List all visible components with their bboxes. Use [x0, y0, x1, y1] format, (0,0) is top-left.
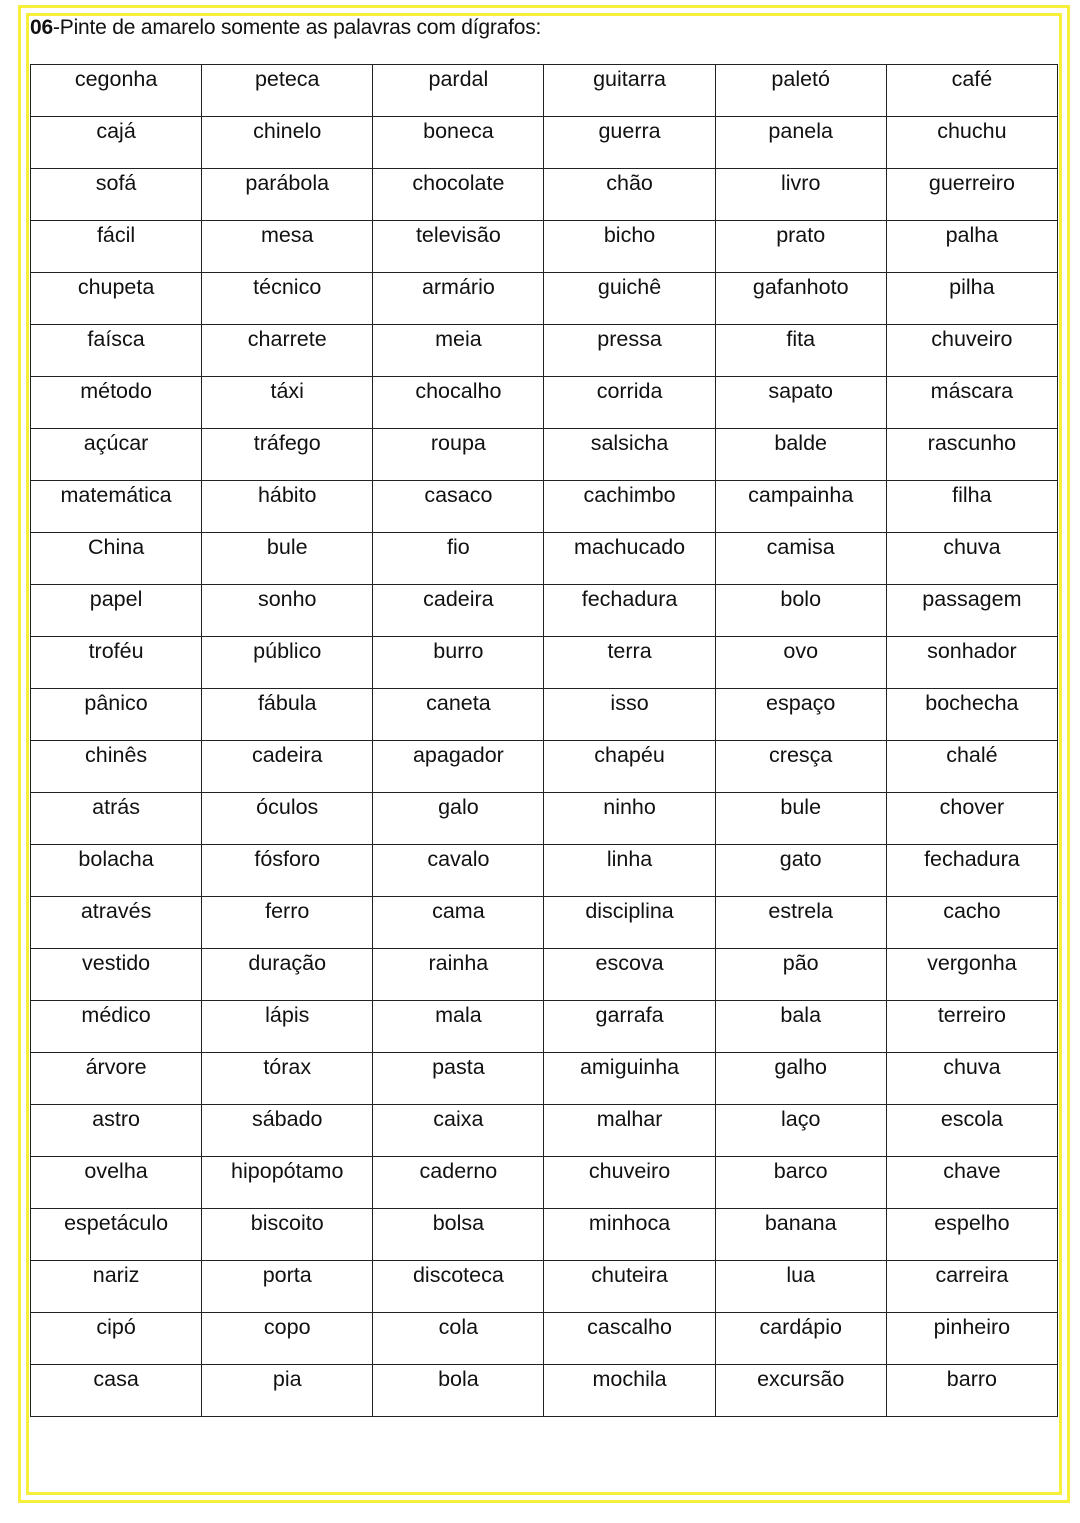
- word-cell[interactable]: malhar: [544, 1105, 715, 1157]
- word-cell[interactable]: salsicha: [544, 429, 715, 481]
- word-cell[interactable]: charrete: [202, 325, 373, 377]
- table-row: [31, 533, 1058, 585]
- word-cell[interactable]: passagem: [886, 585, 1057, 637]
- table-row: [31, 377, 1058, 429]
- table-row: [31, 897, 1058, 949]
- word-cell[interactable]: sonhador: [886, 637, 1057, 689]
- word-cell[interactable]: biscoito: [202, 1209, 373, 1261]
- word-cell[interactable]: paletó: [715, 65, 886, 117]
- word-cell[interactable]: pia: [202, 1365, 373, 1417]
- word-cell[interactable]: fio: [373, 533, 544, 585]
- word-cell[interactable]: cegonha: [31, 65, 202, 117]
- word-cell[interactable]: boneca: [373, 117, 544, 169]
- word-cell[interactable]: lápis: [202, 1001, 373, 1053]
- word-cell[interactable]: máscara: [886, 377, 1057, 429]
- word-cell[interactable]: pânico: [31, 689, 202, 741]
- word-cell[interactable]: bule: [202, 533, 373, 585]
- table-row: [31, 585, 1058, 637]
- word-cell[interactable]: árvore: [31, 1053, 202, 1105]
- word-cell[interactable]: café: [886, 65, 1057, 117]
- word-cell[interactable]: bolsa: [373, 1209, 544, 1261]
- word-cell[interactable]: casa: [31, 1365, 202, 1417]
- word-cell[interactable]: pinheiro: [886, 1313, 1057, 1365]
- word-cell[interactable]: táxi: [202, 377, 373, 429]
- word-cell[interactable]: caixa: [373, 1105, 544, 1157]
- word-cell[interactable]: gafanhoto: [715, 273, 886, 325]
- table-row: [31, 65, 1058, 117]
- word-cell[interactable]: fechadura: [886, 845, 1057, 897]
- word-cell[interactable]: copo: [202, 1313, 373, 1365]
- table-row: [31, 1261, 1058, 1313]
- word-cell[interactable]: duração: [202, 949, 373, 1001]
- word-cell[interactable]: público: [202, 637, 373, 689]
- word-cell[interactable]: bola: [373, 1365, 544, 1417]
- word-cell[interactable]: guitarra: [544, 65, 715, 117]
- word-cell[interactable]: chuteira: [544, 1261, 715, 1313]
- word-cell[interactable]: cachimbo: [544, 481, 715, 533]
- word-cell[interactable]: guichê: [544, 273, 715, 325]
- word-cell[interactable]: escola: [886, 1105, 1057, 1157]
- word-cell[interactable]: chinelo: [202, 117, 373, 169]
- word-cell[interactable]: porta: [202, 1261, 373, 1313]
- word-cell[interactable]: bicho: [544, 221, 715, 273]
- table-row: [31, 1313, 1058, 1365]
- word-cell[interactable]: espetáculo: [31, 1209, 202, 1261]
- word-cell[interactable]: cascalho: [544, 1313, 715, 1365]
- word-cell[interactable]: pilha: [886, 273, 1057, 325]
- word-cell[interactable]: chuveiro: [544, 1157, 715, 1209]
- word-cell[interactable]: cola: [373, 1313, 544, 1365]
- word-cell[interactable]: espaço: [715, 689, 886, 741]
- word-cell[interactable]: tráfego: [202, 429, 373, 481]
- word-cell[interactable]: disciplina: [544, 897, 715, 949]
- word-cell[interactable]: cavalo: [373, 845, 544, 897]
- word-cell[interactable]: caderno: [373, 1157, 544, 1209]
- word-cell[interactable]: pressa: [544, 325, 715, 377]
- word-cell[interactable]: guerra: [544, 117, 715, 169]
- word-cell[interactable]: bochecha: [886, 689, 1057, 741]
- word-cell[interactable]: atrás: [31, 793, 202, 845]
- word-cell[interactable]: livro: [715, 169, 886, 221]
- word-cell[interactable]: discoteca: [373, 1261, 544, 1313]
- word-cell[interactable]: pão: [715, 949, 886, 1001]
- word-cell[interactable]: bule: [715, 793, 886, 845]
- word-cell[interactable]: televisão: [373, 221, 544, 273]
- word-cell[interactable]: panela: [715, 117, 886, 169]
- table-row: [31, 1053, 1058, 1105]
- word-cell[interactable]: China: [31, 533, 202, 585]
- table-row: [31, 949, 1058, 1001]
- word-cell[interactable]: amiguinha: [544, 1053, 715, 1105]
- word-cell[interactable]: nariz: [31, 1261, 202, 1313]
- word-cell[interactable]: troféu: [31, 637, 202, 689]
- word-cell[interactable]: mala: [373, 1001, 544, 1053]
- word-cell[interactable]: chão: [544, 169, 715, 221]
- table-row: [31, 325, 1058, 377]
- word-cell[interactable]: chinês: [31, 741, 202, 793]
- word-cell[interactable]: garrafa: [544, 1001, 715, 1053]
- table-row: [31, 221, 1058, 273]
- word-cell[interactable]: apagador: [373, 741, 544, 793]
- word-cell[interactable]: faísca: [31, 325, 202, 377]
- table-row: [31, 793, 1058, 845]
- word-cell[interactable]: barro: [886, 1365, 1057, 1417]
- word-cell[interactable]: burro: [373, 637, 544, 689]
- word-cell[interactable]: isso: [544, 689, 715, 741]
- word-cell[interactable]: filha: [886, 481, 1057, 533]
- table-row: [31, 1209, 1058, 1261]
- word-cell[interactable]: chupeta: [31, 273, 202, 325]
- word-cell[interactable]: óculos: [202, 793, 373, 845]
- word-cell[interactable]: sapato: [715, 377, 886, 429]
- word-cell[interactable]: roupa: [373, 429, 544, 481]
- word-cell[interactable]: espelho: [886, 1209, 1057, 1261]
- word-cell[interactable]: cajá: [31, 117, 202, 169]
- word-cell[interactable]: caneta: [373, 689, 544, 741]
- word-cell[interactable]: galho: [715, 1053, 886, 1105]
- instruction-text: -Pinte de amarelo somente as palavras com dígrafos:: [52, 16, 542, 39]
- word-cell[interactable]: cadeira: [373, 585, 544, 637]
- word-cell[interactable]: galo: [373, 793, 544, 845]
- word-cell[interactable]: lua: [715, 1261, 886, 1313]
- word-cell[interactable]: rascunho: [886, 429, 1057, 481]
- table-row: [31, 845, 1058, 897]
- word-cell[interactable]: terra: [544, 637, 715, 689]
- word-cell[interactable]: pardal: [373, 65, 544, 117]
- word-cell[interactable]: chocolate: [373, 169, 544, 221]
- word-cell[interactable]: cipó: [31, 1313, 202, 1365]
- word-cell[interactable]: através: [31, 897, 202, 949]
- word-cell[interactable]: barco: [715, 1157, 886, 1209]
- word-cell[interactable]: cardápio: [715, 1313, 886, 1365]
- word-cell[interactable]: corrida: [544, 377, 715, 429]
- word-cell[interactable]: estrela: [715, 897, 886, 949]
- word-cell[interactable]: chocalho: [373, 377, 544, 429]
- word-cell[interactable]: hábito: [202, 481, 373, 533]
- word-cell[interactable]: casaco: [373, 481, 544, 533]
- table-row: [31, 273, 1058, 325]
- word-cell[interactable]: ferro: [202, 897, 373, 949]
- word-cell[interactable]: cresça: [715, 741, 886, 793]
- word-cell[interactable]: laço: [715, 1105, 886, 1157]
- word-cell[interactable]: armário: [373, 273, 544, 325]
- word-cell[interactable]: vestido: [31, 949, 202, 1001]
- word-cell[interactable]: chave: [886, 1157, 1057, 1209]
- word-cell[interactable]: chalé: [886, 741, 1057, 793]
- word-cell[interactable]: vergonha: [886, 949, 1057, 1001]
- word-cell[interactable]: gato: [715, 845, 886, 897]
- word-cell[interactable]: ovelha: [31, 1157, 202, 1209]
- word-cell[interactable]: técnico: [202, 273, 373, 325]
- word-cell[interactable]: chover: [886, 793, 1057, 845]
- word-cell[interactable]: astro: [31, 1105, 202, 1157]
- word-cell[interactable]: minhoca: [544, 1209, 715, 1261]
- word-cell[interactable]: banana: [715, 1209, 886, 1261]
- word-cell[interactable]: fósforo: [202, 845, 373, 897]
- word-cell[interactable]: sábado: [202, 1105, 373, 1157]
- word-cell[interactable]: linha: [544, 845, 715, 897]
- word-cell[interactable]: balde: [715, 429, 886, 481]
- word-cell[interactable]: chapéu: [544, 741, 715, 793]
- word-cell[interactable]: terreiro: [886, 1001, 1057, 1053]
- table-row: [31, 1001, 1058, 1053]
- table-row: [31, 689, 1058, 741]
- word-cell[interactable]: bala: [715, 1001, 886, 1053]
- word-cell[interactable]: tórax: [202, 1053, 373, 1105]
- word-cell[interactable]: fita: [715, 325, 886, 377]
- word-cell[interactable]: carreira: [886, 1261, 1057, 1313]
- word-cell[interactable]: matemática: [31, 481, 202, 533]
- table-row: [31, 481, 1058, 533]
- table-row: [31, 1157, 1058, 1209]
- word-cell[interactable]: hipopótamo: [202, 1157, 373, 1209]
- word-cell[interactable]: prato: [715, 221, 886, 273]
- word-cell[interactable]: rainha: [373, 949, 544, 1001]
- word-cell[interactable]: sofá: [31, 169, 202, 221]
- word-cell[interactable]: ninho: [544, 793, 715, 845]
- word-cell[interactable]: açúcar: [31, 429, 202, 481]
- word-cell[interactable]: mochila: [544, 1365, 715, 1417]
- table-row: [31, 637, 1058, 689]
- word-cell[interactable]: fábula: [202, 689, 373, 741]
- word-cell[interactable]: cama: [373, 897, 544, 949]
- word-cell[interactable]: meia: [373, 325, 544, 377]
- word-cell[interactable]: campainha: [715, 481, 886, 533]
- word-cell[interactable]: médico: [31, 1001, 202, 1053]
- word-cell[interactable]: método: [31, 377, 202, 429]
- word-cell[interactable]: cacho: [886, 897, 1057, 949]
- word-cell[interactable]: mesa: [202, 221, 373, 273]
- table-row: [31, 429, 1058, 481]
- word-cell[interactable]: palha: [886, 221, 1057, 273]
- word-cell[interactable]: chuchu: [886, 117, 1057, 169]
- word-cell[interactable]: sonho: [202, 585, 373, 637]
- word-table: [30, 64, 1058, 1417]
- word-cell[interactable]: escova: [544, 949, 715, 1001]
- word-cell[interactable]: bolacha: [31, 845, 202, 897]
- word-cell[interactable]: guerreiro: [886, 169, 1057, 221]
- word-cell[interactable]: cadeira: [202, 741, 373, 793]
- word-cell[interactable]: parábola: [202, 169, 373, 221]
- word-cell[interactable]: fácil: [31, 221, 202, 273]
- table-row: [31, 117, 1058, 169]
- word-cell[interactable]: excursão: [715, 1365, 886, 1417]
- table-row: [31, 1105, 1058, 1157]
- word-cell[interactable]: peteca: [202, 65, 373, 117]
- word-cell[interactable]: chuva: [886, 533, 1057, 585]
- word-cell[interactable]: bolo: [715, 585, 886, 637]
- word-cell[interactable]: papel: [31, 585, 202, 637]
- table-row: [31, 741, 1058, 793]
- table-row: [31, 169, 1058, 221]
- word-cell[interactable]: fechadura: [544, 585, 715, 637]
- word-cell[interactable]: ovo: [715, 637, 886, 689]
- word-cell[interactable]: chuva: [886, 1053, 1057, 1105]
- exercise-instruction: [30, 16, 541, 40]
- word-cell[interactable]: camisa: [715, 533, 886, 585]
- word-cell[interactable]: pasta: [373, 1053, 544, 1105]
- word-cell[interactable]: chuveiro: [886, 325, 1057, 377]
- table-row: [31, 1365, 1058, 1417]
- word-cell[interactable]: machucado: [544, 533, 715, 585]
- exercise-number: 06: [30, 16, 53, 39]
